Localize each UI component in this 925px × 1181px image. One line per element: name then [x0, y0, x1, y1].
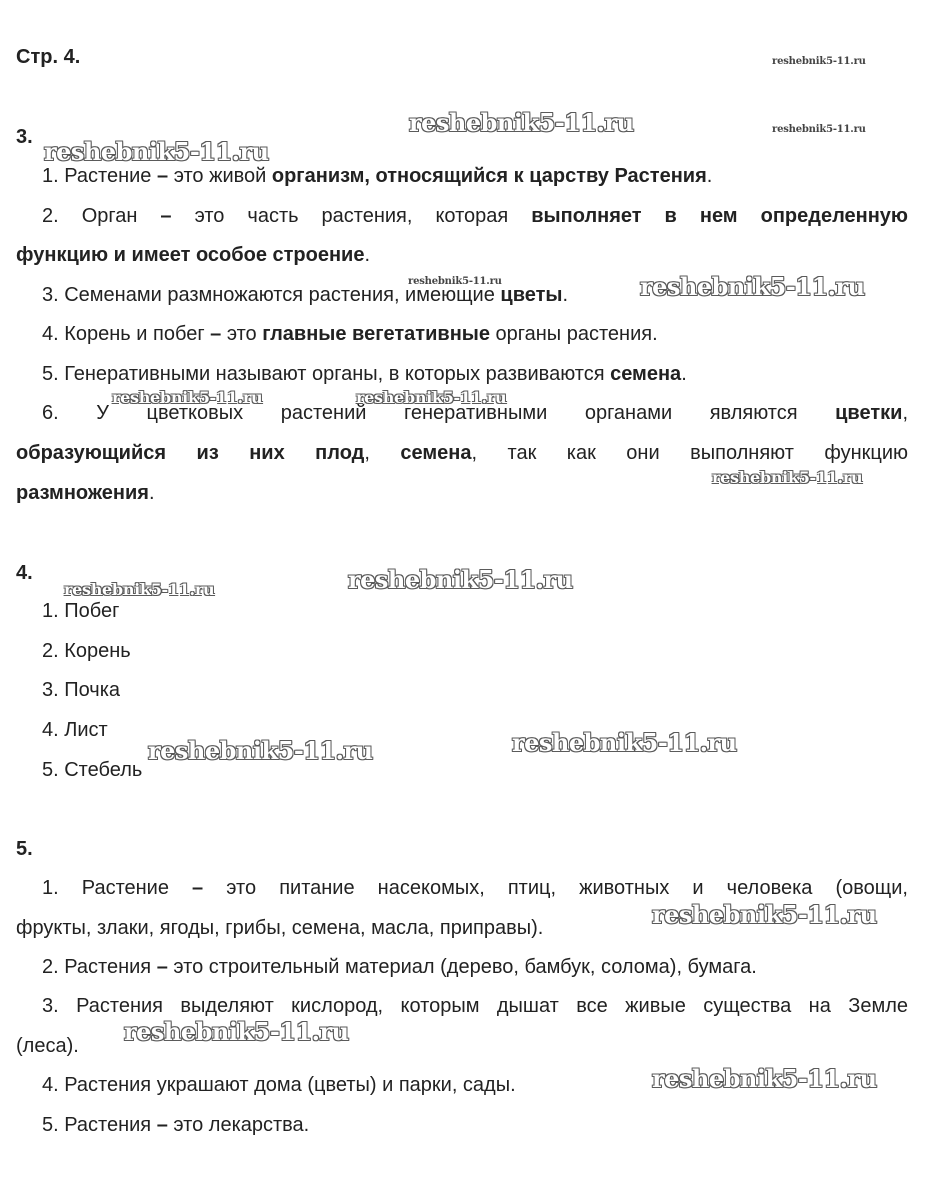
- task-3-item-6-line-1: 6. У цветковых растений генеративными органами являются цветки,: [42, 402, 908, 424]
- watermark: reshebnik5-11.ru: [712, 468, 863, 487]
- task-3-item-2-line-2: функцию и имеет особое строение.: [16, 244, 371, 266]
- task-4-item-1: 1. Побег: [42, 600, 120, 622]
- watermark: reshebnik5-11.ru: [409, 108, 634, 137]
- task-3-item-4: 4. Корень и побег – это главные вегетативные органы растения.: [42, 323, 658, 345]
- task-5-item-3-line-2: (леса).: [16, 1035, 79, 1057]
- task-4-number: 4.: [16, 562, 33, 584]
- task-5-item-1-line-1: 1. Растение – это питание насекомых, птиц, животных и человека (овощи,: [42, 877, 908, 899]
- watermark: reshebnik5-11.ru: [124, 1017, 349, 1046]
- watermark: reshebnik5-11.ru: [772, 56, 866, 67]
- task-3-item-2-line-1: 2. Орган – это часть растения, которая выполняет в нем определенную: [42, 205, 908, 227]
- watermark: reshebnik5-11.ru: [148, 736, 373, 765]
- watermark: reshebnik5-11.ru: [64, 580, 215, 599]
- task-4-item-4: 4. Лист: [42, 719, 108, 741]
- watermark: reshebnik5-11.ru: [772, 124, 866, 135]
- task-5-item-1-line-2: фрукты, злаки, ягоды, грибы, семена, масла, приправы).: [16, 917, 544, 939]
- task-4-item-3: 3. Почка: [42, 679, 121, 701]
- task-3-item-6-line-2: образующийся из них плод, семена, так как они выполняют функцию: [16, 442, 909, 464]
- task-3-number: 3.: [16, 126, 33, 148]
- task-3-item-3: 3. Семенами размножаются растения, имеющие цветы.: [42, 284, 569, 306]
- task-3-item-1: 1. Растение – это живой организм, относящийся к царству Растения.: [42, 165, 713, 187]
- task-5-item-3-line-1: 3. Растения выделяют кислород, которым дышат все живые существа на Земле: [42, 995, 908, 1017]
- page-header: Стр. 4.: [16, 46, 81, 68]
- watermark: reshebnik5-11.ru: [652, 1064, 877, 1093]
- task-3-item-5: 5. Генеративными называют органы, в которых развиваются семена.: [42, 363, 687, 385]
- task-3-item-6-line-3: размножения.: [16, 482, 155, 504]
- task-4-item-5: 5. Стебель: [42, 759, 143, 781]
- task-5-item-5: 5. Растения – это лекарства.: [42, 1114, 310, 1136]
- watermark: reshebnik5-11.ru: [640, 272, 865, 301]
- watermark: reshebnik5-11.ru: [408, 276, 502, 287]
- watermark: reshebnik5-11.ru: [44, 137, 269, 166]
- watermark: reshebnik5-11.ru: [356, 388, 507, 407]
- task-4-item-2: 2. Корень: [42, 640, 131, 662]
- task-5-item-4: 4. Растения украшают дома (цветы) и парки, сады.: [42, 1074, 516, 1096]
- watermark: reshebnik5-11.ru: [112, 388, 263, 407]
- task-5-number: 5.: [16, 838, 33, 860]
- watermark: reshebnik5-11.ru: [348, 565, 573, 594]
- watermark: reshebnik5-11.ru: [652, 900, 877, 929]
- task-5-item-2: 2. Растения – это строительный материал (дерево, бамбук, солома), бумага.: [42, 956, 757, 978]
- watermark: reshebnik5-11.ru: [512, 728, 737, 757]
